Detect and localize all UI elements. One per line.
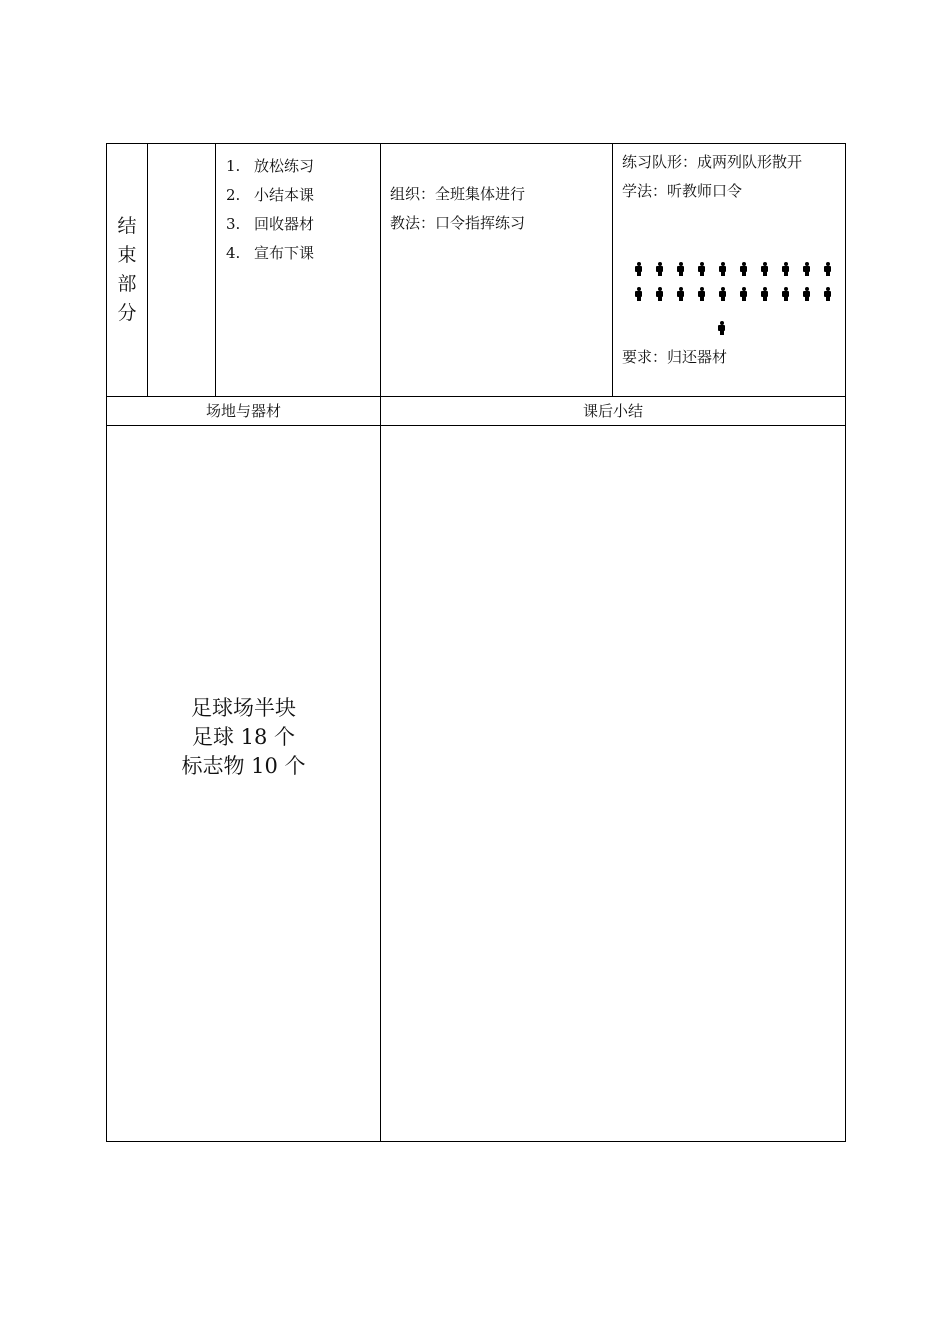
student-icon bbox=[656, 287, 663, 301]
student-icon bbox=[761, 287, 768, 301]
lesson-plan-table bbox=[106, 143, 846, 1142]
step-text: 小结本课 bbox=[254, 186, 315, 204]
student-icon bbox=[635, 287, 642, 301]
step-text: 回收器材 bbox=[254, 215, 315, 233]
requirement-text: 要求：归还器材 bbox=[622, 348, 728, 366]
student-icon bbox=[824, 287, 831, 301]
student-icon bbox=[740, 262, 747, 276]
step-number: 2. bbox=[226, 186, 241, 204]
student-icon bbox=[719, 262, 726, 276]
section-char: 束 bbox=[117, 244, 137, 266]
step-text: 放松练习 bbox=[254, 157, 315, 175]
teacher-icon bbox=[718, 321, 725, 335]
student-icon bbox=[782, 287, 789, 301]
student-icon bbox=[677, 262, 684, 276]
student-icon bbox=[656, 262, 663, 276]
student-icon bbox=[782, 262, 789, 276]
equipment-line: 标志物 10 个 bbox=[181, 754, 306, 778]
student-icon bbox=[824, 262, 831, 276]
organization-cell bbox=[381, 144, 613, 397]
teaching-method-text: 教法：口令指挥练习 bbox=[390, 214, 526, 232]
formation-cell bbox=[613, 144, 846, 397]
student-icon bbox=[803, 262, 810, 276]
student-icon bbox=[719, 287, 726, 301]
section-label-cell bbox=[107, 144, 148, 397]
organization-text: 组织：全班集体进行 bbox=[390, 185, 526, 203]
student-icon bbox=[698, 262, 705, 276]
list-item bbox=[226, 239, 380, 268]
student-icon bbox=[803, 287, 810, 301]
list-item bbox=[226, 210, 380, 239]
student-icon bbox=[740, 287, 747, 301]
learning-method-text: 学法：听教师口令 bbox=[622, 182, 743, 200]
step-number: 4. bbox=[226, 244, 241, 262]
equipment-cell bbox=[107, 426, 381, 1142]
step-text: 宣布下课 bbox=[254, 244, 315, 262]
ending-part-row bbox=[107, 144, 846, 397]
summary-cell bbox=[381, 426, 846, 1142]
time-cell bbox=[148, 144, 216, 397]
student-icon bbox=[761, 262, 768, 276]
student-icon bbox=[698, 287, 705, 301]
step-list bbox=[216, 144, 380, 268]
list-item bbox=[226, 152, 380, 181]
equipment-line: 足球场半块 bbox=[191, 696, 296, 720]
section-char: 部 bbox=[117, 273, 137, 295]
list-item bbox=[226, 181, 380, 210]
content-cell bbox=[216, 144, 381, 397]
student-icon bbox=[635, 262, 642, 276]
step-number: 3. bbox=[226, 215, 241, 233]
equipment-line: 足球 18 个 bbox=[191, 725, 296, 749]
venue-equipment-header: 场地与器材 bbox=[107, 397, 381, 426]
step-number: 1. bbox=[226, 157, 241, 175]
student-icon bbox=[677, 287, 684, 301]
equipment-summary-row bbox=[107, 426, 846, 1142]
section-char: 结 bbox=[117, 215, 137, 237]
section-char: 分 bbox=[117, 302, 137, 324]
post-class-summary-header: 课后小结 bbox=[381, 397, 846, 426]
header-row bbox=[107, 397, 846, 426]
formation-text: 练习队形：成两列队形散开 bbox=[622, 153, 803, 171]
